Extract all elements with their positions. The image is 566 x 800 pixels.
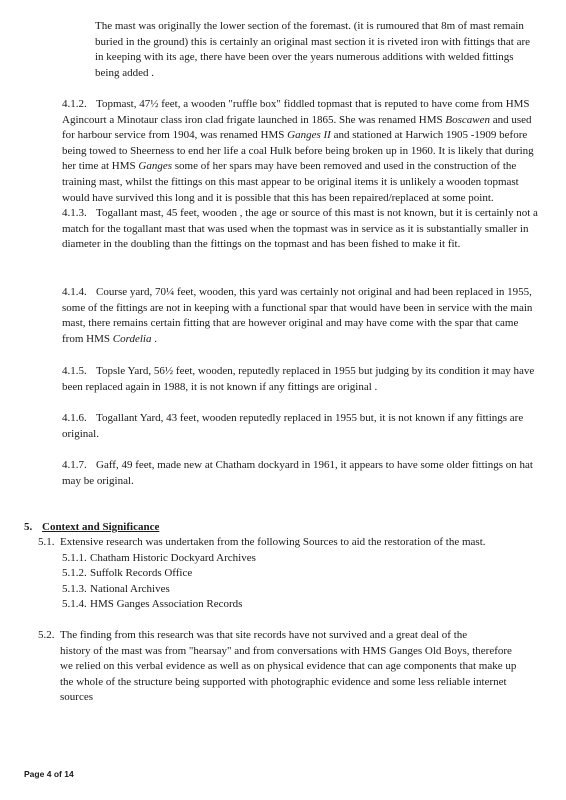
section-number: 5. [24, 521, 33, 533]
item-number: 4.1.5. [62, 365, 87, 377]
item-number: 4.1.6. [62, 412, 87, 424]
item-number: 4.1.3. [62, 207, 87, 219]
item-4-1-3: 4.1.3. Togallant mast, 45 feet, wooden , the age or source of this mast is not known, but it is certainly not a match for the togallant mast that was used when the topmast was in service as it is substantially smaller in diameter in the doubling than the fittings on the topmast and has been fished to make it fit. [62, 207, 538, 251]
item-number: 4.1.7. [62, 459, 87, 471]
source-item: 5.1.3. National Archives [62, 583, 170, 595]
section-title: Context and Significance [42, 521, 160, 533]
paragraph-number: 5.2. [38, 629, 55, 641]
section-heading [24, 521, 159, 533]
intro-paragraph: The mast was originally the lower section of the foremast. (it is rumoured that 8m of mast remain buried in the ground) this is certainly an original mast section it is riveted iron with fittings that are in keeping with its age, there have been over the years numerous additions with welded fittings being added . [95, 20, 531, 79]
item-number: 4.1.4. [62, 286, 87, 298]
page-number: 4 [46, 769, 52, 779]
paragraph-5-2: 5.2. The finding from this research was that site records have not survived and a great deal of the history of the mast was from "hearsay" and from conversations with HMS Ganges Old Boys, therefore we relied on this verbal evidence as well as on physical evidence that can age components that make up the whole of the structure being supported with photographic evidence and some less reliable internet sources [38, 629, 517, 704]
source-item: 5.1.4. HMS Ganges Association Records [62, 598, 243, 610]
page-footer: Page 4 of 14 [24, 769, 74, 779]
item-4-1-2: 4.1.2. Topmast, 47½ feet, a wooden "ruffle box" fiddled topmast that is reputed to have come from HMS Agincourt a Minotaur class iron clad frigate launched in 1865. She was renamed HMS Boscawen and used for harbour service from 1904, was renamed HMS Ganges II and stationed at Harwich 1905 -1909 before being towed to Sheerness to end her life a coal Hulk before being broken up in 1960. It is likely that during her time at HMS Ganges some of her spars may have been removed and used in the construction of the training mast, whilst the fittings on this mast appear to be original items it is unlikely a wooden topmast would have survived this long and it is possible that this has been repaired/replaced at some point. [62, 98, 534, 204]
item-4-1-5: 4.1.5. Topsle Yard, 56½ feet, wooden, reputedly replaced in 1955 but judging by its condition it may have been replaced again in 1988, it is not known if any fittings are original . [62, 365, 535, 393]
source-item: 5.1.2. Suffolk Records Office [62, 567, 193, 579]
source-item: 5.1.1. Chatham Historic Dockyard Archives [62, 552, 256, 564]
page-total: 14 [64, 769, 74, 779]
item-4-1-4: 4.1.4. Course yard, 70¼ feet, wooden, this yard was certainly not original and had been replaced in 1955, some of the fittings are not in keeping with a functional spar that would have been in service with the main mast, there remains certain fitting that are however original and may have come with the spar that came from HMS Cordelia . [62, 286, 533, 345]
paragraph-5-1: 5.1. Extensive research was undertaken from the following Sources to aid the restoration of the mast. [38, 535, 542, 551]
paragraph-number: 5.1. [38, 536, 55, 548]
item-number: 4.1.2. [62, 98, 87, 110]
item-4-1-7: 4.1.7. Gaff, 49 feet, made new at Chatham dockyard in 1961, it appears to have some older fittings on hat may be original. [62, 459, 533, 487]
item-4-1-6: 4.1.6. Togallant Yard, 43 feet, wooden reputedly replaced in 1955 but, it is not known if any fittings are original. [62, 412, 524, 440]
